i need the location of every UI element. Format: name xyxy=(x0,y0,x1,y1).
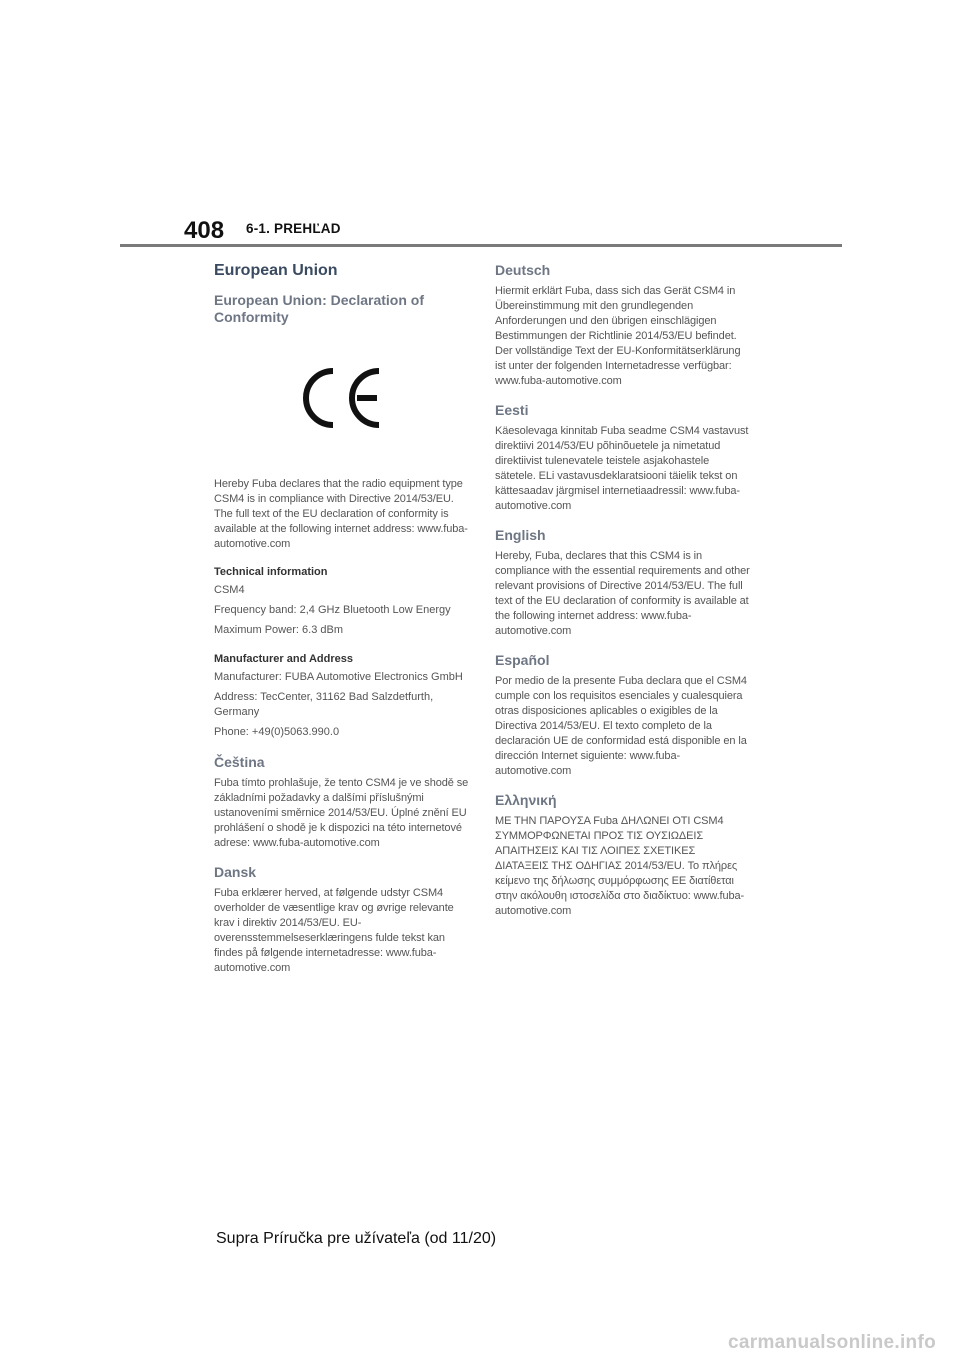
section-text-cestina: Fuba tímto prohlašuje, že tento CSM4 je ve shodě se základními požadavky a dalšími příslušnými ustanoveními směrnice 2014/53/EU. Úplné znění EU prohlášení o shodě je k dispozici na této internetové adrese: www.fuba-automotive.com xyxy=(214,777,469,849)
section-heading-deutsch: Deutsch xyxy=(495,262,551,278)
intro-paragraph: Hereby Fuba declares that the radio equipment type CSM4 is in compliance with Directive 2014/53/EU. The full text of the EU declaration of conformity is available at the following internet address: www.fuba-automotive.com xyxy=(214,478,468,550)
manufacturer-title: Manufacturer and Address xyxy=(214,653,353,665)
section-text-dansk: Fuba erklærer herved, at følgende udstyr CSM4 overholder de væsentlige krav og øvrige relevante krav i direktiv 2014/53/EU. EU-overensstemmelseserklæringens fulde tekst kan findes på følgende internetadresse: www.fuba-automotive.com xyxy=(214,887,454,974)
declaration-title: European Union: Declaration of Conformity xyxy=(214,292,425,325)
section-heading-espanol: Español xyxy=(495,652,550,668)
watermark-logo: carmanualsonline.info xyxy=(728,1332,936,1353)
technical-line: CSM4 xyxy=(214,584,245,596)
section-text-greek: ΜΕ ΤΗΝ ΠΑΡΟΥΣΑ Fuba ΔΗΛΩΝΕΙ ΟΤΙ CSM4 ΣΥΜΜΟΡΦΩΝΕΤΑΙ ΠΡΟΣ ΤΙΣ ΟΥΣΙΩΔΕΙΣ ΑΠΑΙΤΗΣΕΙΣ ΚΑΙ ΤΙΣ ΛΟΙΠΕΣ ΣΧΕΤΙΚΕΣ ΔΙΑΤΑΞΕΙΣ ΤΗΣ ΟΔΗΓΙΑΣ 2014/53/EU. Το πλήρες κείμενο της δήλωσης συμμόρφωσης ΕΕ διατίθεται στην ακόλουθη ιστοσελίδα στο διαδίκτυο: www.fuba-automotive.com xyxy=(495,815,745,917)
section-heading-english: English xyxy=(495,527,546,543)
technical-title: Technical information xyxy=(214,566,328,578)
page-header xyxy=(0,213,960,253)
manufacturer-line: Manufacturer: FUBA Automotive Electronics GmbH xyxy=(214,671,463,683)
technical-line: Maximum Power: 6.3 dBm xyxy=(214,624,343,636)
section-heading-cestina: Čeština xyxy=(214,754,265,770)
section-heading-eesti: Eesti xyxy=(495,402,529,418)
section-text-deutsch: Hiermit erklärt Fuba, dass sich das Gerät CSM4 in Übereinstimmung mit den grundlegenden Anforderungen und den übrigen einschlägigen Bestimmungen der Richtlinie 2014/53/EU befindet. Der vollständige Text der EU-Konformitätserklärung ist unter der folgenden Internetadresse verfügbar: www.fuba-automotive.com xyxy=(495,285,741,387)
left-column xyxy=(214,262,470,989)
ce-mark-icon xyxy=(214,363,470,439)
technical-line: Frequency band: 2,4 GHz Bluetooth Low Energy xyxy=(214,604,451,616)
manufacturer-line: Phone: +49(0)5063.990.0 xyxy=(214,726,340,738)
ce-mark-svg xyxy=(297,363,387,433)
section-text-english: Hereby, Fuba, declares that this CSM4 is in compliance with the essential requirements and other relevant provisions of Directive 2014/53/EU. The full text of the EU declaration of conformity is available at the following internet address: www.fuba-automotive.com xyxy=(495,550,750,637)
section-title: 6-1. PREHĽAD xyxy=(246,221,341,236)
page-number: 408 xyxy=(184,217,225,244)
manufacturer-line: Address: TecCenter, 31162 Bad Salzdetfurth, Germany xyxy=(214,691,434,718)
section-text-eesti: Käesolevaga kinnitab Fuba seadme CSM4 vastavust direktiivi 2014/53/EU põhinõuetele ja nimetatud direktiivist tulenevatele teistele asjakohastele sätetele. ELi vastavusdeklaratsiooni täielik tekst on kättesaadav järgmisel internetiaadressil: www.fuba-automotive.com xyxy=(495,425,749,512)
section-text-espanol: Por medio de la presente Fuba declara que el CSM4 cumple con los requisitos esenciales y cualesquiera otras disposiciones aplicables o exigibles de la Directiva 2014/53/EU. El texto completo de la declaración UE de conformidad está disponible en la dirección Internet siguiente: www.fuba-automotive.com xyxy=(495,675,747,777)
header-rule xyxy=(120,244,842,247)
right-column xyxy=(495,262,750,932)
footer-text: Supra Príručka pre užívateľa (od 11/20) xyxy=(216,1230,497,1247)
eu-title: European Union xyxy=(214,262,338,279)
section-heading-dansk: Dansk xyxy=(214,864,257,880)
section-heading-greek: Ελληνική xyxy=(495,792,557,808)
